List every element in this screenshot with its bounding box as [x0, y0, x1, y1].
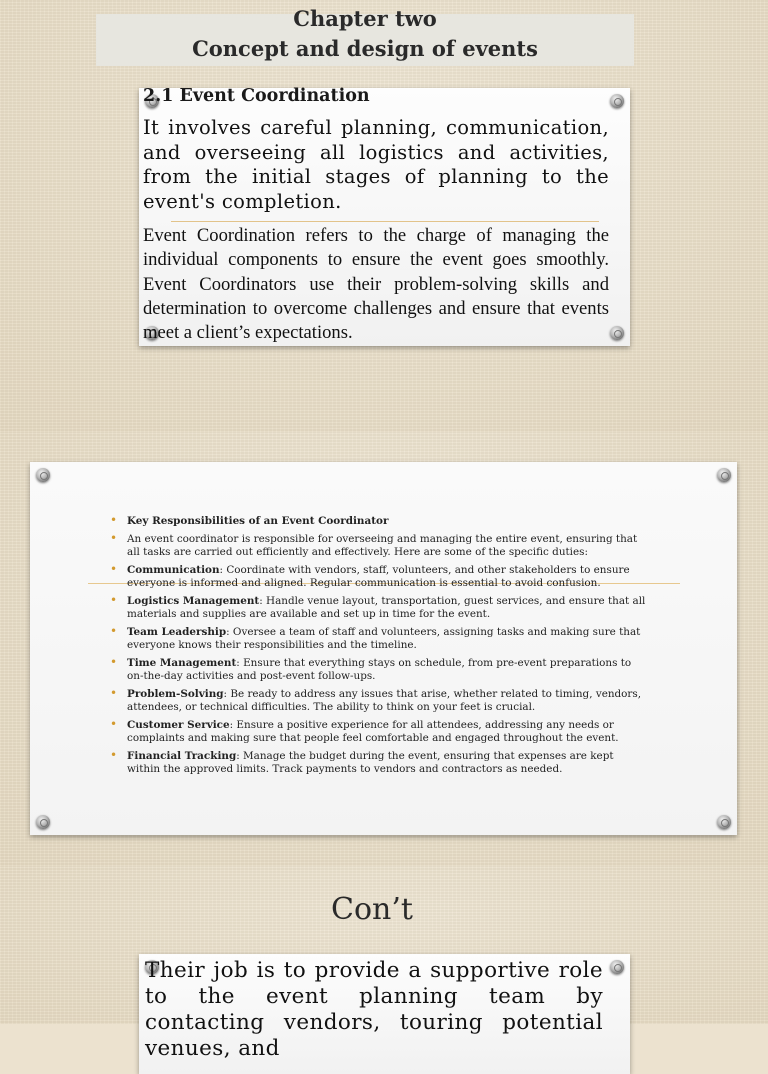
body-paragraph: Their job is to provide a supportive role to the event planning team by contacting vendors, touring potential venues, and — [145, 958, 603, 1061]
title-band — [96, 6, 634, 66]
lead-paragraph: It involves careful planning, communication, and overseeing all logistics and activities, from the initial stages of planning to the event's completion. — [143, 116, 609, 213]
section-heading: 2.1 Event Coordination — [143, 86, 370, 106]
item-text: : Manage the budget during the event, ensuring that expenses are kept within the approved limits. Track payments to vendors and contractors as needed. — [127, 749, 614, 775]
pin-icon — [610, 326, 624, 340]
body-paragraph: Event Coordination refers to the charge of managing the individual components to ensure the event goes smoothly. Event Coordinators use their problem-solving skills and determination to overcome challenges and ensure that events meet a client’s expectations. — [143, 225, 609, 344]
pin-icon — [717, 468, 731, 482]
pin-icon — [36, 815, 50, 829]
slide-title: Con’t — [331, 892, 413, 927]
pin-icon — [717, 815, 731, 829]
item-text: An event coordinator is responsible for overseeing and managing the entire event, ensuring that all tasks are carried out efficiently and effectively. Here are some of the specific duties: — [127, 532, 638, 558]
item-term: Customer Service — [127, 718, 230, 731]
item-term: Logistics Management — [127, 594, 260, 607]
list-item — [127, 719, 649, 746]
item-text: : Coordinate with vendors, staff, volunteers, and other stakeholders to ensure everyone is informed and aligned. Regular communication is essential to avoid confusion. — [127, 563, 630, 589]
list-item — [127, 533, 649, 560]
chapter-subtitle: Concept and design of events — [192, 36, 538, 61]
item-term: Key Responsibilities of an Event Coordinator — [127, 515, 389, 527]
list-item — [127, 515, 649, 528]
list-item — [127, 626, 649, 653]
item-term: Team Leadership — [127, 625, 227, 638]
list-item — [127, 564, 649, 591]
responsibilities-list — [127, 515, 649, 781]
item-text: : Ensure that everything stays on schedule, from pre-event preparations to on-the-day activities and post-event follow-ups. — [127, 656, 632, 682]
item-term: Communication — [127, 563, 220, 576]
event-coordination-card — [139, 88, 630, 346]
item-text: : Be ready to address any issues that arise, whether related to timing, vendors, attendees, or technical difficulties. The ability to think on your feet is crucial. — [127, 687, 642, 713]
item-text: : Ensure a positive experience for all attendees, addressing any needs or complaints and making sure that people feel comfortable and engaged throughout the event. — [127, 718, 619, 744]
list-item — [127, 595, 649, 622]
item-text: : Handle venue layout, transportation, guest services, and ensure that all materials and supplies are available and set up in time for the event. — [127, 594, 646, 620]
item-term: Financial Tracking — [127, 749, 237, 762]
slide-continued — [0, 866, 768, 1061]
slide-key-responsibilities — [0, 432, 768, 866]
pin-icon — [610, 960, 624, 974]
item-term: Problem-Solving — [127, 687, 224, 700]
list-item — [127, 657, 649, 684]
item-term: Time Management — [127, 656, 237, 669]
list-item — [127, 750, 649, 777]
divider — [171, 221, 599, 222]
item-text: : Oversee a team of staff and volunteers, assigning tasks and making sure that everyone knows their responsibilities and the timeline. — [127, 625, 641, 651]
pin-icon — [610, 94, 624, 108]
continued-card — [139, 954, 630, 1074]
responsibilities-card — [30, 462, 737, 835]
chapter-title: Chapter two — [293, 6, 437, 31]
slide-event-coordination — [0, 0, 768, 432]
list-item — [127, 688, 649, 715]
pin-icon — [36, 468, 50, 482]
